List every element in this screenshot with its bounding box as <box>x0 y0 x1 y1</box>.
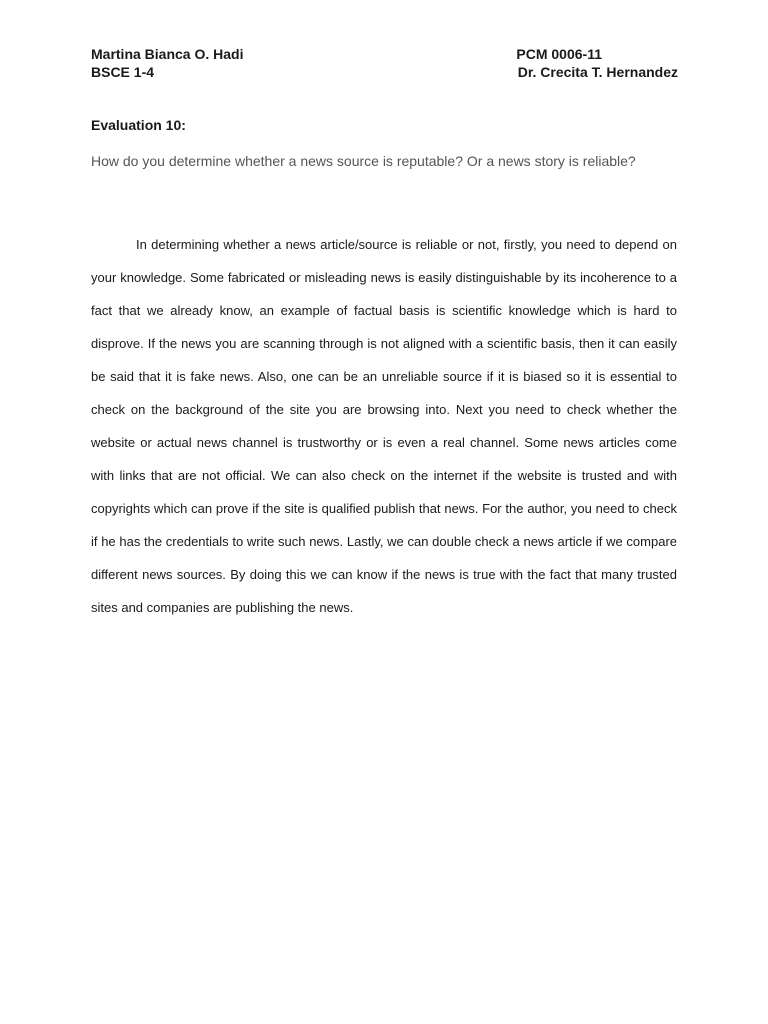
course-code: PCM 0006-11 <box>516 46 602 62</box>
answer-paragraph <box>91 228 677 624</box>
header-row-2 <box>91 64 678 80</box>
instructor-name: Dr. Crecita T. Hernandez <box>517 64 678 80</box>
header-row-1 <box>91 46 678 62</box>
answer-text: In determining whether a news article/source is reliable or not, firstly, you need to depend on your knowledge. Some fabricated or misleading news is easily distinguishable by its incoherence to a fact that we already know, an example of factual basis is scientific knowledge which is hard to disprove. If the news you are scanning through is not aligned with a scientific basis, then it can easily be said that it is fake news. Also, one can be an unreliable source if it is biased so it is essential to check on the background of the site you are browsing into. Next you need to check whether the website or actual news channel is trustworthy or is even a real channel. Some news articles come with links that are not official. We can also check on the internet if the website is trusted and with copyrights which can prove if the site is qualified publish that news. For the author, you need to check if he has the credentials to write such news. Lastly, we can double check a news article if we compare different news sources. By doing this we can know if the news is true with the fact that many trusted sites and companies are publishing the news. <box>91 237 677 615</box>
evaluation-question: How do you determine whether a news source is reputable? Or a news story is reliable? <box>91 153 636 169</box>
author-name: Martina Bianca O. Hadi <box>91 46 244 62</box>
section-label: BSCE 1-4 <box>91 64 155 80</box>
evaluation-title: Evaluation 10: <box>91 117 186 133</box>
